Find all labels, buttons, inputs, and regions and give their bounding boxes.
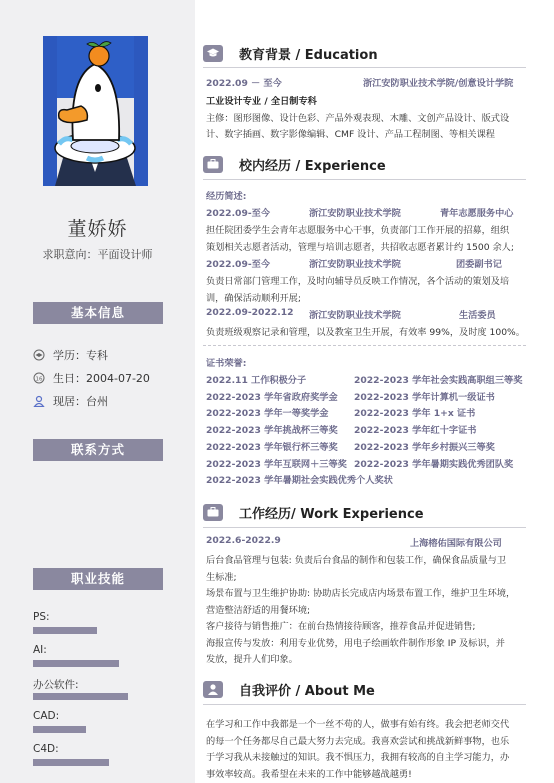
sidebar bbox=[0, 0, 195, 783]
skill-bar-office bbox=[33, 693, 128, 700]
certificate-item: 2022-2023 学年乡村振兴三等奖 bbox=[354, 441, 495, 453]
education-label: 学历：专科 bbox=[53, 349, 108, 362]
birthday-info bbox=[33, 370, 150, 386]
campus-item-date: 2022.09-至今 bbox=[206, 208, 271, 219]
location-label: 现居：台州 bbox=[53, 395, 108, 408]
certificate-item: 2022-2023 学年计算机一级证书 bbox=[354, 391, 495, 403]
work-description-line: 客户接待与销售推广：在前台热情接待顾客，推荐食品并促进销售; bbox=[206, 621, 476, 632]
about-description-line: 于学习我从未接触过的知识。我不惧压力，我拥有较高的自主学习能力，办 bbox=[206, 752, 510, 763]
work-divider bbox=[203, 527, 526, 528]
work-title: 工作经历/ Work Experience bbox=[239, 506, 424, 522]
certificate-item: 2022-2023 学年一等奖学金 bbox=[206, 408, 329, 420]
education-date: 2022.09 － 至今 bbox=[206, 78, 282, 89]
campus-item-date: 2022.09-至今 bbox=[206, 259, 271, 270]
campus-item-org: 浙江安防职业技术学院 bbox=[309, 259, 401, 270]
campus-item-org: 浙江安防职业技术学院 bbox=[309, 208, 401, 219]
skill-bar-c4d bbox=[33, 759, 109, 766]
work-section-header bbox=[203, 502, 424, 522]
graduation-icon bbox=[33, 349, 45, 361]
certificate-item: 2022-2023 学年挑战杯三等奖 bbox=[206, 425, 338, 437]
skill-name-ps: PS: bbox=[33, 611, 50, 623]
campus-item-role: 团委副书记 bbox=[456, 259, 502, 270]
certificate-item: 2022-2023 学年互联网＋三等奖 bbox=[206, 458, 347, 470]
certificates-subtitle: 证书荣誉: bbox=[206, 358, 247, 369]
campus-item-line: 策划相关志愿者活动，管理与培训志愿者，共招收志愿者累计约 1500 余人; bbox=[206, 242, 514, 253]
skill-name-cad: CAD: bbox=[33, 710, 60, 722]
svg-text:16: 16 bbox=[35, 376, 43, 383]
work-description-line: 发放，提升人们印象。 bbox=[206, 654, 298, 665]
person-icon bbox=[33, 395, 45, 407]
certificate-item: 2022-2023 学年银行杯三等奖 bbox=[206, 441, 338, 453]
campus-item-line: 训，确保活动顺利开展; bbox=[206, 293, 301, 304]
work-date: 2022.6-2022.9 bbox=[206, 535, 281, 546]
about-section-header bbox=[203, 679, 375, 699]
briefcase-icon bbox=[203, 156, 223, 173]
graduation-cap-icon bbox=[203, 45, 223, 62]
education-school: 浙江安防职业技术学院/创意设计学院 bbox=[363, 78, 514, 89]
education-courses-line: 计、数字插画、数字影像编辑、CMF 设计、产品工程制图、等相关课程 bbox=[206, 129, 495, 140]
certificate-item: 2022-2023 学年暑期实践优秀团队奖 bbox=[354, 458, 514, 470]
work-description-line: 生标准; bbox=[206, 571, 237, 583]
certificate-item: 2022-2023 学年暑期社会实践优秀个人奖状 bbox=[206, 475, 393, 487]
skill-name-c4d: C4D: bbox=[33, 743, 59, 755]
campus-item-role: 青年志愿服务中心 bbox=[440, 208, 514, 219]
skills-heading: 职业技能 bbox=[33, 568, 163, 590]
skill-bar-ps bbox=[33, 627, 97, 634]
education-section-header bbox=[203, 43, 378, 63]
location-info bbox=[33, 393, 108, 409]
campus-item-line: 担任院团委学生会青年志愿服务中心干事，负责部门工作开展的招募，组织 bbox=[206, 225, 510, 236]
briefcase-icon bbox=[203, 504, 223, 521]
about-description-line: 在学习和工作中我都是一个一丝不苟的人，做事有始有终。我会把老师交代 bbox=[206, 719, 510, 730]
job-intent: 求职意向：平面设计师 bbox=[42, 248, 153, 261]
education-major: 工业设计专业 / 全日制专科 bbox=[206, 96, 317, 107]
birthday-label: 生日：2004-07-20 bbox=[53, 372, 150, 385]
profile-photo bbox=[43, 36, 148, 186]
candidate-name: 董娇娇 bbox=[67, 218, 128, 240]
person-icon bbox=[203, 681, 223, 698]
education-title: 教育背景 / Education bbox=[239, 47, 378, 63]
campus-item-line: 负责班级观察记录和管理，以及教室卫生开展，有效率 99%，及时度 100%。 bbox=[206, 327, 525, 338]
certificate-item: 2022-2023 学年红十字证书 bbox=[354, 425, 477, 437]
about-divider bbox=[203, 704, 526, 705]
basic-info-heading: 基本信息 bbox=[33, 302, 163, 324]
education-info bbox=[33, 347, 108, 363]
campus-item-line: 负责日常部门管理工作，及时向辅导员反映工作情况，各个活动的策划及培 bbox=[206, 276, 510, 287]
campus-item-date: 2022.09-2022.12 bbox=[206, 307, 294, 318]
work-description-line: 后台食品管理与包装: 负责后台食品的制作和包装工作，确保食品质量与卫 bbox=[206, 555, 507, 566]
education-divider bbox=[203, 67, 526, 68]
birthday-icon bbox=[33, 372, 45, 384]
about-title: 自我评价 / About Me bbox=[239, 683, 375, 699]
about-description-line: 事效率较高。我希望在未来的工作中能够越战越勇! bbox=[206, 768, 412, 780]
campus-subtitle: 经历简述: bbox=[206, 191, 247, 202]
certificates-divider bbox=[203, 345, 526, 346]
campus-section-header bbox=[203, 154, 386, 174]
skill-name-office: 办公软件: bbox=[33, 679, 79, 691]
certificate-item: 2022-2023 学年社会实践高职组三等奖 bbox=[354, 375, 523, 386]
work-company: 上海榕佑国际有限公司 bbox=[410, 538, 502, 549]
work-description-line: 营造整洁舒适的用餐环境; bbox=[206, 604, 311, 616]
campus-item-org: 浙江安防职业技术学院 bbox=[309, 310, 401, 321]
work-description-line: 场景布置与卫生维护协助: 协助店长完成店内场景布置工作，维护卫生环境， bbox=[206, 588, 516, 599]
certificate-item: 2022.11 工作积极分子 bbox=[206, 375, 307, 386]
skill-bar-cad bbox=[33, 726, 86, 733]
campus-divider bbox=[203, 179, 526, 180]
about-description-line: 的每一个任务都尽自己最大努力去完成。我喜欢尝试和挑战新鲜事物，也乐 bbox=[206, 735, 510, 747]
campus-title: 校内经历 / Experience bbox=[239, 158, 386, 174]
education-courses-line: 主修：图形图像、设计色彩、产品外观表现、木雕、文创产品设计、版式设 bbox=[206, 113, 510, 124]
skill-bar-ai bbox=[33, 660, 119, 667]
certificate-item: 2022-2023 学年省政府奖学金 bbox=[206, 391, 338, 403]
certificate-item: 2022-2023 学年 1+x 证书 bbox=[354, 408, 476, 420]
duck-avatar-illustration bbox=[43, 36, 148, 186]
skill-name-ai: AI: bbox=[33, 644, 47, 656]
contact-heading: 联系方式 bbox=[33, 439, 163, 461]
work-description-line: 海报宣传与发放：利用专业优势，用电子绘画软件制作形象 IP 及标识，并 bbox=[206, 637, 505, 649]
campus-item-role: 生活委员 bbox=[459, 310, 496, 321]
